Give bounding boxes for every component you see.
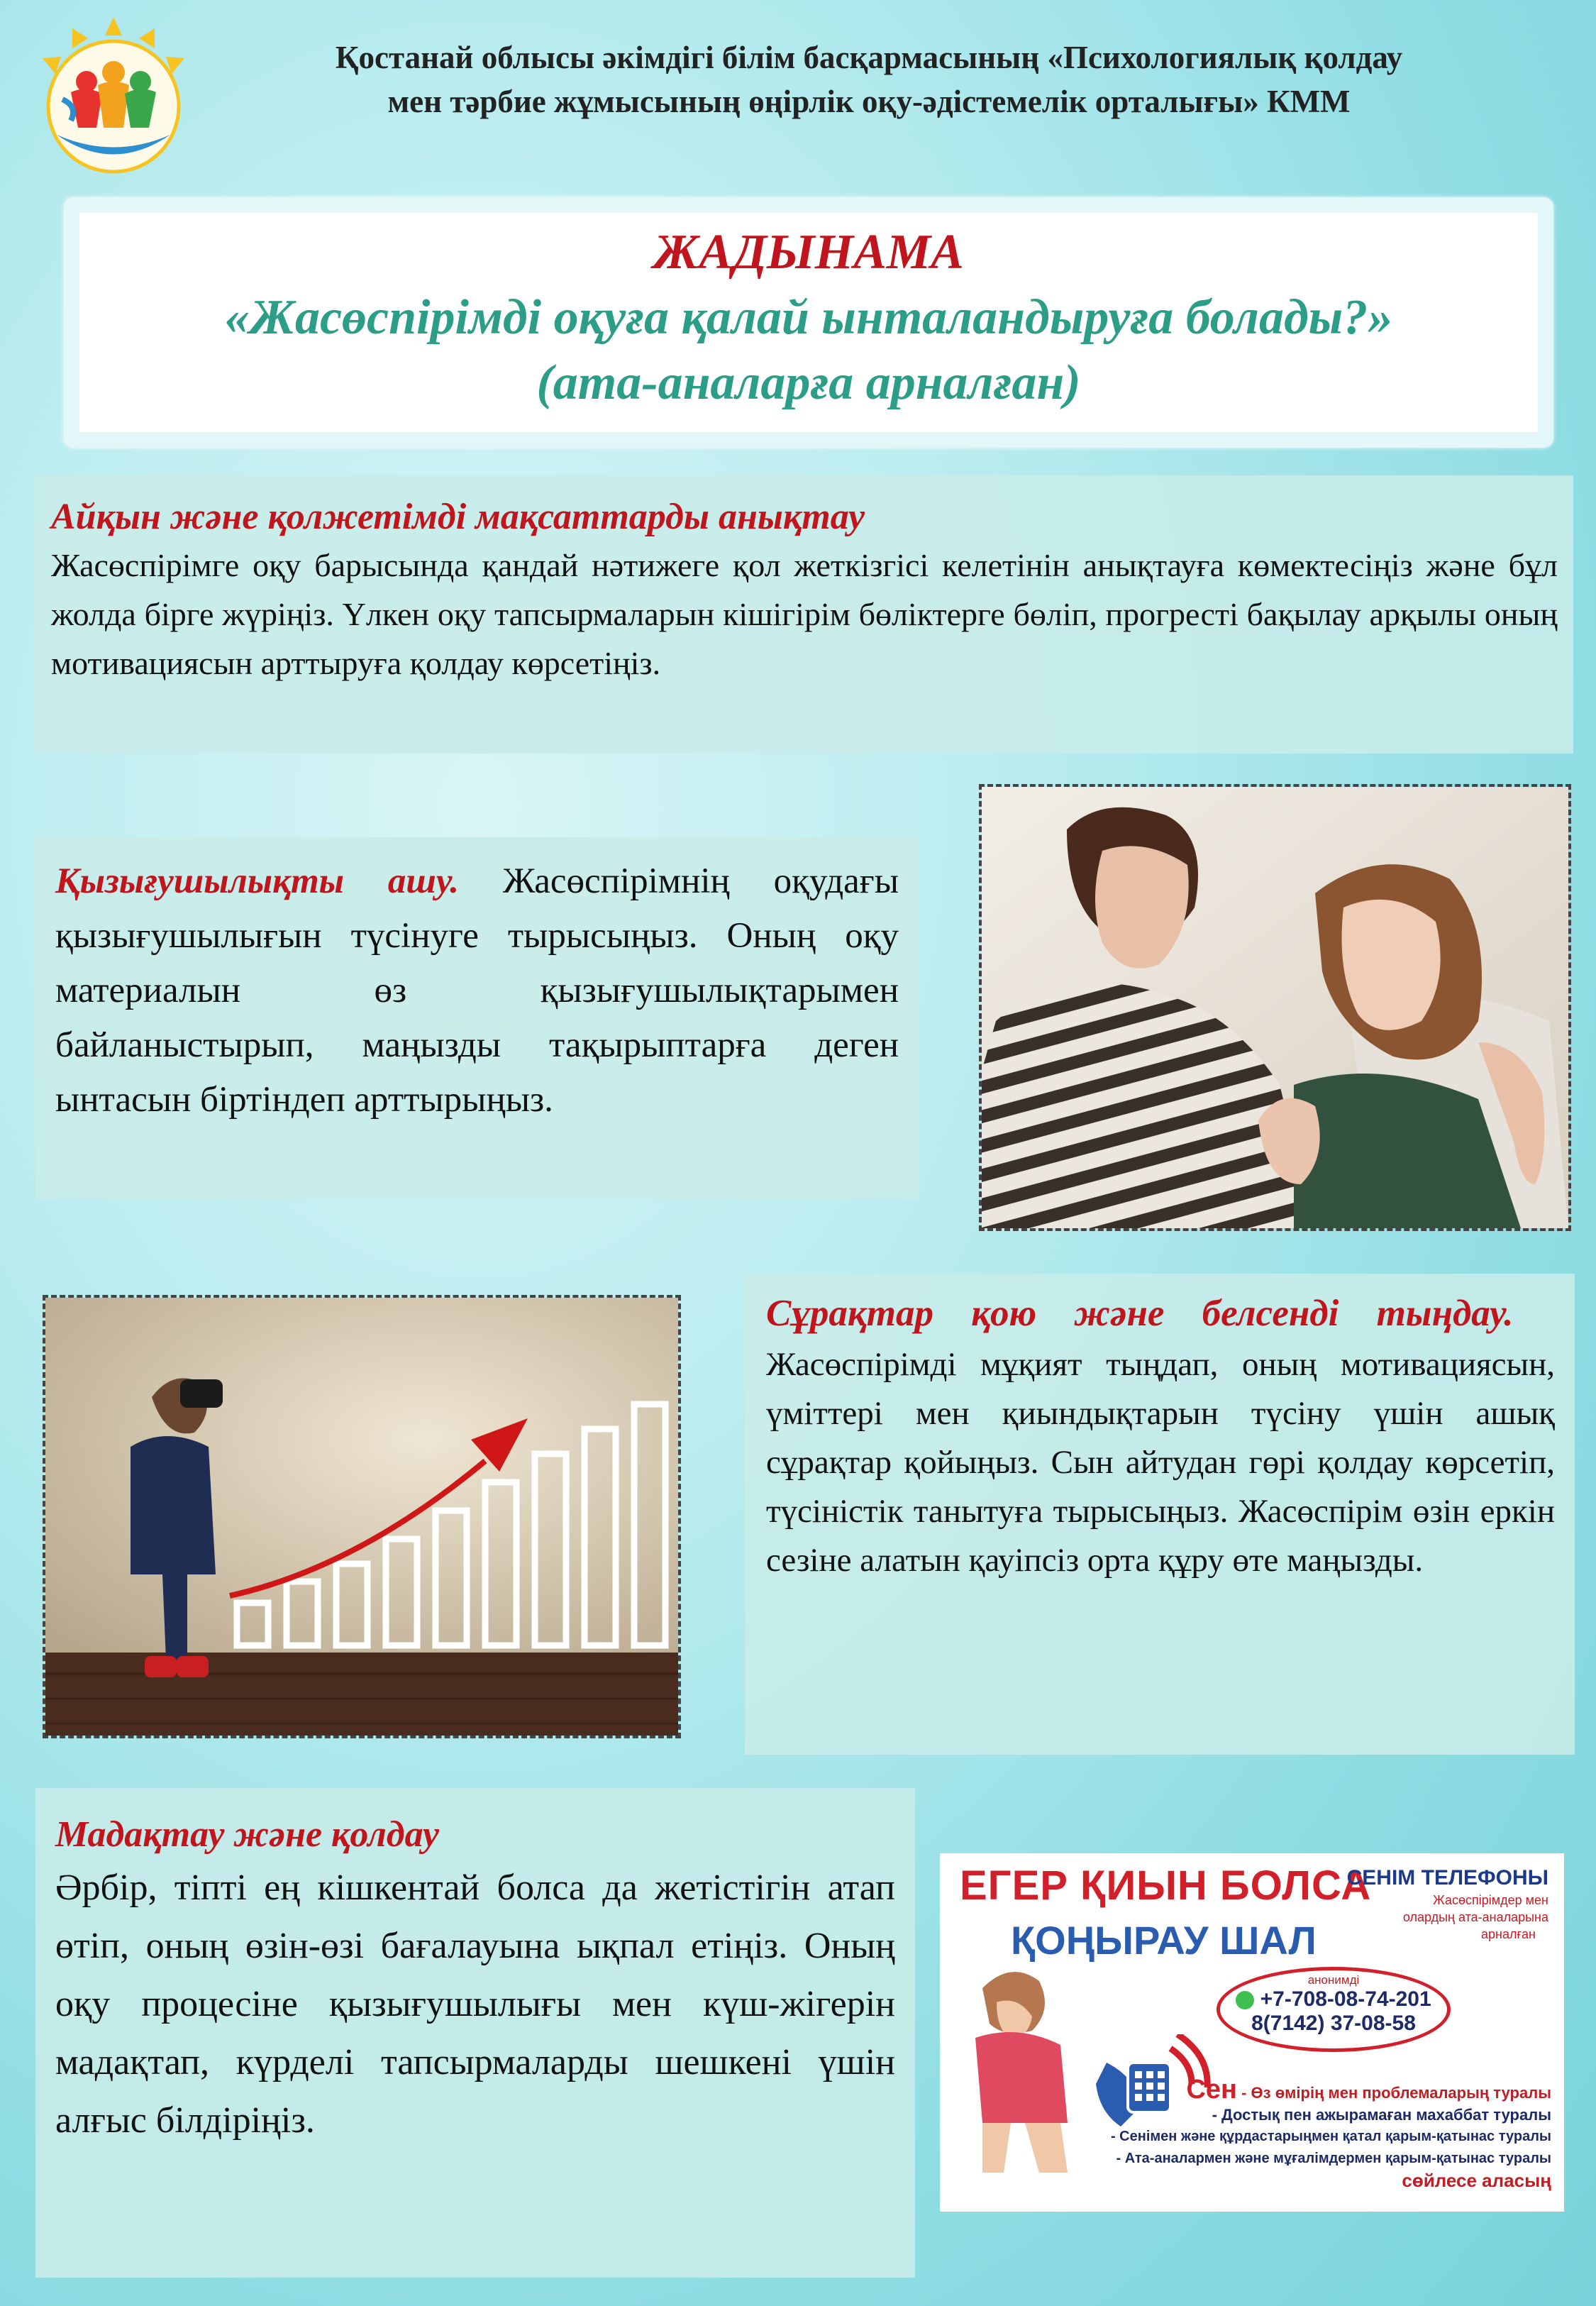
section-interest-body: Жасөспірімнің оқудағы қызығушылығын түсінуге тырысыңыз. Оның оқу материалын өз қызығушылықтарымен байланыстырып, маңызды тақырыптарға деген ынтасын біртіндеп арттырыңыз. xyxy=(55,861,899,1120)
poster-trust-title: СЕНІМ ТЕЛЕФОНЫ xyxy=(1346,1866,1548,1890)
section-encouragement xyxy=(35,1788,915,2278)
hotline-poster xyxy=(940,1853,1564,2212)
poster-line-2: - Достық пен ажырамаған махаббат туралы xyxy=(1212,2106,1551,2124)
title-box xyxy=(64,197,1553,448)
photo-boy-growth-chart xyxy=(43,1295,681,1738)
poster-trust-sub1: Жасөспірімдер мен xyxy=(1433,1893,1548,1907)
poster-phone-2: 8(7142) 37-08-58 xyxy=(1251,2012,1416,2035)
center-logo xyxy=(28,14,199,184)
phone-bubble xyxy=(1217,1967,1451,2052)
org-line-2: мен тәрбие жұмысының өңірлік оқу-әдістемелік орталығы» КММ xyxy=(387,84,1351,119)
section-goals-body: Жасөспірімге оқу барысында қандай нәтижеге қол жеткізгісі келетінін анықтауға көмектесіңіз және бұл жолда бірге жүріңіз. Үлкен оқу тапсырмаларын кішігірім бөліктерге бөліп, прогресті бақылау арқылы оның мотивациясын арттыруға қолдау көрсетіңіз. xyxy=(51,547,1558,681)
poster-headline-1: ЕГЕР ҚИЫН БОЛСА xyxy=(960,1863,1372,1909)
memo-subtitle: «Жасөспірімді оқуға қалай ынталандыруға болады?» xyxy=(224,290,1393,345)
title-inner xyxy=(79,213,1538,432)
section-goals-heading: Айқын және қолжетімді мақсаттарды анықтау xyxy=(51,497,865,537)
poster-child-illustration xyxy=(954,1960,1089,2180)
org-line-1: Қостанай облысы әкімдігі білім басқармасының «Психологиялық қолдау xyxy=(335,40,1403,75)
whatsapp-icon xyxy=(1236,1991,1254,2009)
poster-headline-2: ҚОҢЫРАУ ШАЛ xyxy=(1011,1918,1317,1963)
poster-phone-1-text: +7-708-08-74-201 xyxy=(1260,1987,1431,2011)
section-questions-heading: Сұрақтар қою және белсенді тыңдау. xyxy=(766,1293,1514,1334)
poster-phone-1 xyxy=(1220,1987,1447,2012)
section-encouragement-heading: Мадақтау және қолдау xyxy=(55,1814,439,1855)
poster-line-3: - Сенімен және құрдастарыңмен қатал қарым-қатынас туралы xyxy=(1110,2129,1551,2144)
memo-audience: (ата-аналарға арналған) xyxy=(536,355,1081,410)
poster-lines xyxy=(1097,2075,1551,2192)
poster-sen: Сен xyxy=(1186,2075,1237,2104)
memo-title: ЖАДЫНАМА xyxy=(653,225,964,280)
section-questions xyxy=(745,1274,1575,1755)
photo-mother-daughter xyxy=(979,784,1571,1231)
section-interest-text xyxy=(55,854,899,1127)
section-encouragement-body: Әрбір, тіпті ең кішкентай болса да жетістігін атап өтіп, оның өзін-өзі бағалауына ықпал етіңіз. Оның оқу процесіне қызығушылығы мен күш-жігерін мадақтап, күрделі тапсырмаларды шешкені үшін алғыс білдіріңіз. xyxy=(55,1868,895,2141)
poster-line-4: - Ата-аналармен және мұғалімдермен қарым-қатынас туралы xyxy=(1116,2151,1551,2166)
poster-footer: сөйлесе аласың xyxy=(1402,2170,1551,2191)
section-interest xyxy=(35,837,919,1199)
poster-line-1-text: - Өз өмірің мен проблемаларың туралы xyxy=(1241,2084,1551,2102)
section-goals xyxy=(35,475,1573,754)
poster-line-1 xyxy=(1097,2075,1551,2104)
section-interest-heading: Қызығушылықты ашу. xyxy=(55,861,460,901)
poster-trust-sub2: олардың ата-аналарына xyxy=(1402,1910,1548,1924)
poster-trust-sub3: арналған xyxy=(1481,1927,1536,1941)
poster-anon: анонимді xyxy=(1307,1973,1360,1987)
organization-name xyxy=(213,35,1525,123)
section-questions-body: Жасөспірімді мұқият тыңдап, оның мотивациясын, үміттері мен қиындықтарын түсіну үшін ашық сұрақтар қойыңыз. Сын айтудан гөрі қолдау көрсетіп, түсіністік танытуға тырысыңыз. Жасөспірім өзін еркін сезіне алатын қауіпсіз орта құру өте маңызды. xyxy=(766,1346,1555,1579)
